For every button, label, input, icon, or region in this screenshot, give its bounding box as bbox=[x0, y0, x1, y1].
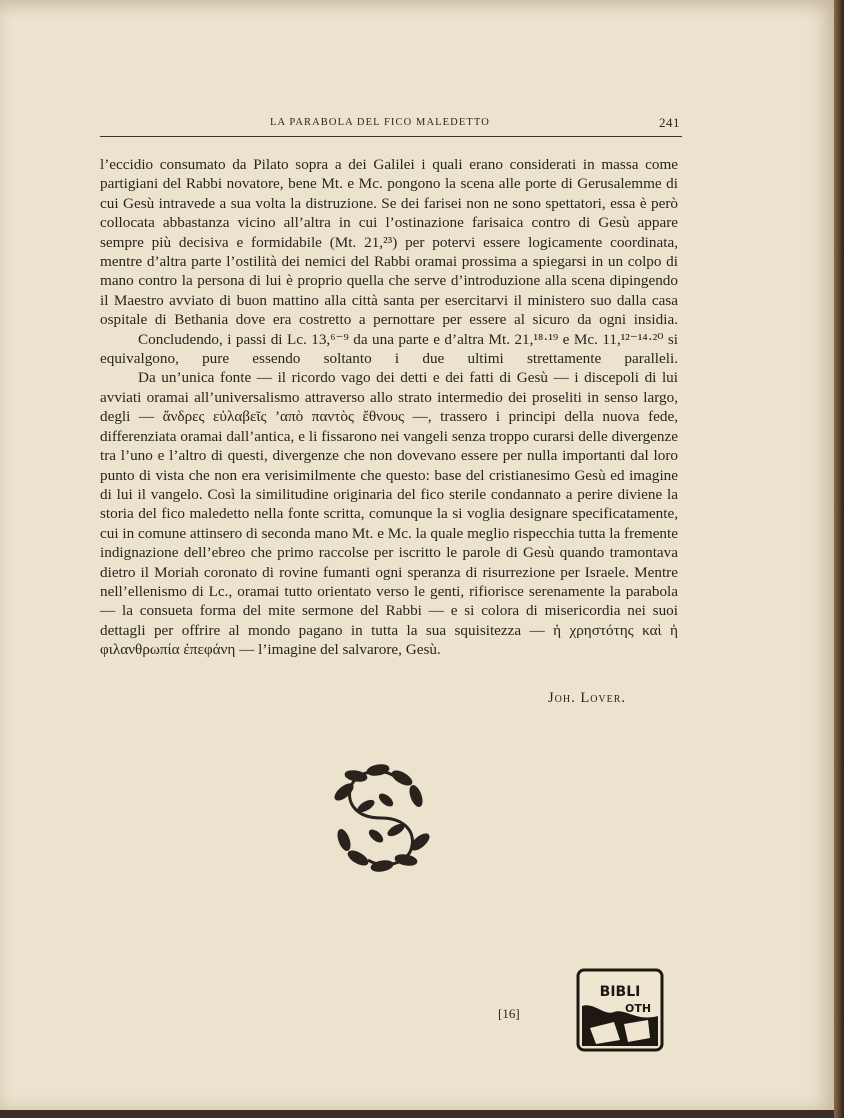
paragraph-2: Concludendo, i passi di Lc. 13,⁶⁻⁹ da una parte e d’altra Mt. 21,¹⁸·¹⁹ e Mc. 11,¹²⁻¹⁴·²⁰ si equivalgono, pure essendo soltanto i due ultimi strettamente paralleli. bbox=[100, 330, 678, 368]
body-text bbox=[100, 155, 678, 660]
paragraph-3: Da un’unica fonte — il ricordo vago dei detti e dei fatti di Gesù — i discepoli di lui avviati oramai all’universalismo attraverso allo strato intermedio dei proseliti in senso largo, degli — ἄνδρες εὐλαβεῖς ’απὸ παντὸς ἔθνους —, trassero i principi della nuova fede, differenziata oramai dall’antica, e li fissarono nei vangeli senza troppo curarsi delle divergenze tra l’uno e l’altro di questi, divergenze che non dovevano essere per nulla importanti dal loro punto di vista che non era verisimilmente che questo: base del cristianesimo Gesù ed imagine di lui il vangelo. Così la similitudine originaria del fico sterile condannato a perire diviene la storia del fico maledetto nella fonte scritta, comunque la si voglia designare specificatamente, cui in comune attinsero di seconda mano Mt. e Mc. la quale meglio rispecchia tutta la fremente indignazione dell’ebreo che primo raccolse per iscritto le parole di Gesù quando tramontava dietro il Moriah coronato di rovine fumanti ogni speranza di risurrezione per Israele. Mentre nell’ellenismo di Lc., oramai tutto orientato verso le genti, rifiorisce serenamente la parabola — la consueta forma del mite sermone del Rabbi — e si colora di misericordia nei suoi dettagli per offrire al mondo pagano in tutta la sua squisitezza — ἡ χρηστότης καὶ ἡ φιλανθρωπία ἐπεφάνη — l’imagine del salvarore, Gesù. bbox=[100, 369, 678, 659]
page-number: 241 bbox=[659, 115, 680, 130]
signature-mark: [16] bbox=[498, 1006, 520, 1021]
author-signature: Joh. Lover. bbox=[548, 690, 627, 706]
library-stamp bbox=[574, 966, 666, 1054]
laurel-wreath-ornament bbox=[316, 762, 446, 874]
book-edge-shadow bbox=[834, 0, 844, 1118]
svg-text:BIBLI: BIBLI bbox=[599, 984, 641, 1000]
svg-text:OTH: OTH bbox=[624, 1002, 652, 1015]
page-header bbox=[100, 114, 682, 137]
paragraph-1: l’eccidio consumato da Pilato sopra a dei Galilei i quali erano considerati in massa come partigiani del Rabbi novatore, bene Mt. e Mc. pongono la scena alle porte di Gerusalemme di cui Gesù intravede a sua volta la distruzione. Se dei farisei non ne sono spettatori, essa è però collocata abbastanza vicino all’altra in cui l’ostinazione farisaica contro di Gesù appare sempre più decisiva e formidabile (Mt. 21,²³) per potervi essere logicamente coordinata, mentre d’altra parte l’ostilità dei nemici del Rabbi oramai prossima a spiegarsi in un colpo di mano contro la persona di lui è proprio quella che serve d’introduzione alla scena dipingendo il Maestro avviato di buon mattino alla città santa per esercitarvi il ministero suo dalla casa ospitale di Bethania dove era costretto a pernottare per essere al sicuro da ogni insidia. bbox=[100, 156, 678, 329]
running-title: LA PARABOLA DEL FICO MALEDETTO bbox=[270, 117, 490, 128]
